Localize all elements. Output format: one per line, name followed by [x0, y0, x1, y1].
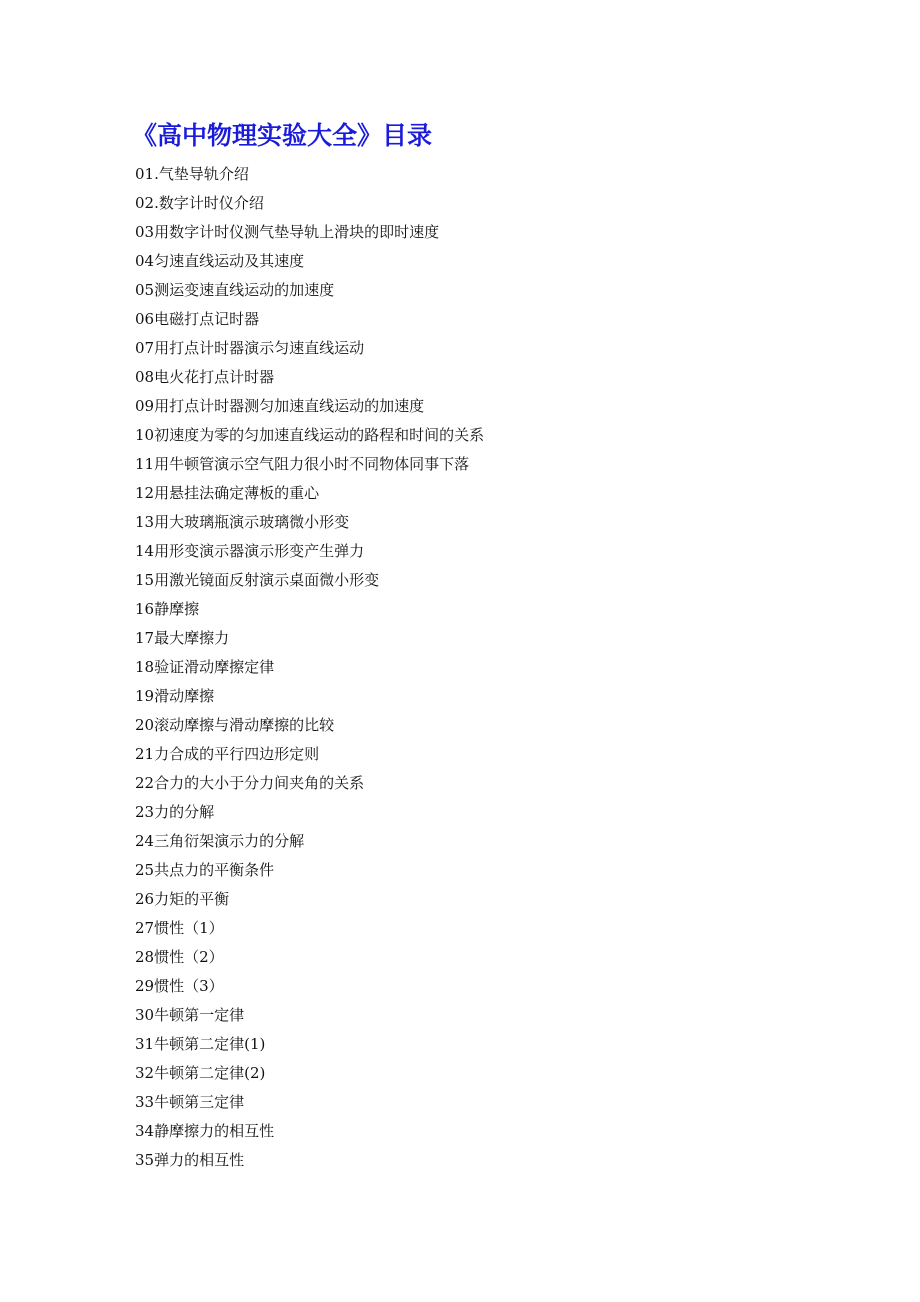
toc-item: 02.数字计时仪介绍 — [135, 194, 264, 212]
toc-item: 25共点力的平衡条件 — [135, 861, 275, 879]
toc-item: 21力合成的平行四边形定则 — [135, 745, 320, 763]
toc-item: 13用大玻璃瓶演示玻璃微小形变 — [135, 513, 350, 531]
toc-item: 20滚动摩擦与滑动摩擦的比较 — [135, 716, 335, 734]
toc-item: 22合力的大小于分力间夹角的关系 — [135, 774, 365, 792]
toc-item: 34静摩擦力的相互性 — [135, 1122, 275, 1140]
toc-item: 16静摩擦 — [135, 600, 200, 618]
toc-item: 35弹力的相互性 — [135, 1151, 245, 1169]
toc-item: 17最大摩擦力 — [135, 629, 230, 647]
toc-item: 28惯性（2） — [135, 948, 224, 966]
toc-item: 14用形变演示器演示形变产生弹力 — [135, 542, 365, 560]
toc-item: 15用激光镜面反射演示桌面微小形变 — [135, 571, 380, 589]
toc-item: 29惯性（3） — [135, 977, 224, 995]
toc-item: 33牛顿第三定律 — [135, 1093, 245, 1111]
toc-item: 09用打点计时器测匀加速直线运动的加速度 — [135, 397, 425, 415]
toc-item: 24三角衍架演示力的分解 — [135, 832, 305, 850]
toc-item: 12用悬挂法确定薄板的重心 — [135, 484, 320, 502]
toc-item: 32牛顿第二定律(2) — [135, 1064, 266, 1082]
toc-item: 10初速度为零的匀加速直线运动的路程和时间的关系 — [135, 426, 485, 444]
toc-item: 30牛顿第一定律 — [135, 1006, 245, 1024]
toc-item: 19滑动摩擦 — [135, 687, 215, 705]
toc-item: 27惯性（1） — [135, 919, 224, 937]
toc-item: 31牛顿第二定律(1) — [135, 1035, 266, 1053]
document-title: 《高中物理实验大全》目录 — [132, 121, 433, 150]
toc-item: 07用打点计时器演示匀速直线运动 — [135, 339, 365, 357]
toc-item: 05测运变速直线运动的加速度 — [135, 281, 335, 299]
toc-item: 08电火花打点计时器 — [135, 368, 275, 386]
table-of-contents — [135, 160, 484, 1175]
toc-item: 03用数字计时仪测气垫导轨上滑块的即时速度 — [135, 223, 440, 241]
toc-item: 18验证滑动摩擦定律 — [135, 658, 275, 676]
toc-item: 06电磁打点记时器 — [135, 310, 260, 328]
toc-item: 26力矩的平衡 — [135, 890, 230, 908]
toc-item: 04匀速直线运动及其速度 — [135, 252, 305, 270]
toc-item: 23力的分解 — [135, 803, 215, 821]
toc-item: 11用牛顿管演示空气阻力很小时不同物体同事下落 — [135, 455, 470, 473]
toc-item: 01.气垫导轨介绍 — [135, 165, 249, 183]
